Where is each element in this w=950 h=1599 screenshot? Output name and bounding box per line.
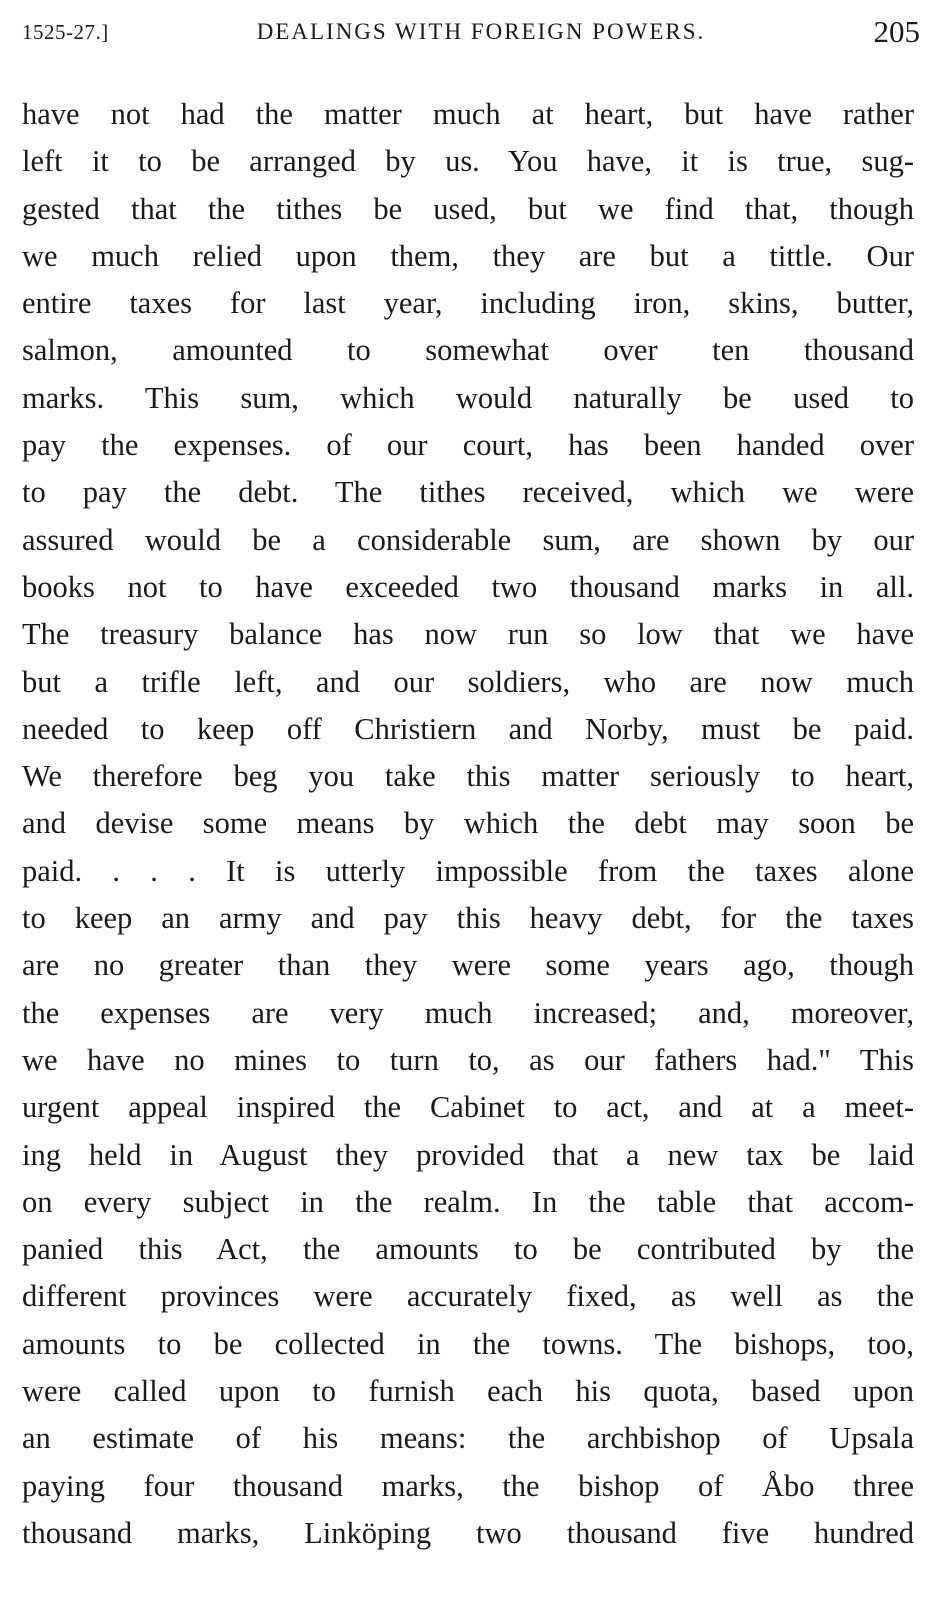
text-line: we much relied upon them, they are but a tittle. Our <box>22 238 914 273</box>
page-number: 205 <box>873 14 920 49</box>
text-line: panied this Act, the amounts to be contributed by the <box>22 1232 914 1267</box>
running-header <box>22 14 920 54</box>
text-line: needed to keep off Christiern and Norby, must be paid. <box>22 711 914 746</box>
text-line: The treasury balance has now run so low that we have <box>22 617 914 652</box>
text-line: we have no mines to turn to, as our fathers had." This <box>22 1042 914 1077</box>
text-line: entire taxes for last year, including iron, skins, butter, <box>22 286 914 321</box>
text-line: on every subject in the realm. In the table that accom- <box>22 1184 914 1219</box>
text-line: different provinces were accurately fixed, as well as the <box>22 1279 914 1314</box>
text-line: salmon, amounted to somewhat over ten thousand <box>22 333 914 368</box>
text-line: pay the expenses. of our court, has been handed over <box>22 428 914 463</box>
text-line: paid. . . . It is utterly impossible from the taxes alone <box>22 853 914 888</box>
text-line: ing held in August they provided that a new tax be laid <box>22 1137 914 1172</box>
text-line: books not to have exceeded two thousand marks in all. <box>22 569 914 604</box>
running-title: DEALINGS WITH FOREIGN POWERS. <box>256 19 706 44</box>
text-line: have not had the matter much at heart, but have rather <box>22 97 914 131</box>
text-line: We therefore beg you take this matter seriously to heart, <box>22 759 914 794</box>
body-text <box>22 91 914 1557</box>
text-line: are no greater than they were some years ago, though <box>22 948 914 983</box>
text-line: but a trifle left, and our soldiers, who are now much <box>22 664 914 699</box>
text-line: left it to be arranged by us. You have, it is true, sug- <box>22 144 914 179</box>
text-line: to pay the debt. The tithes received, which we were <box>22 475 914 510</box>
text-line: were called upon to furnish each his quota, based upon <box>22 1374 914 1409</box>
text-line: gested that the tithes be used, but we find that, though <box>22 191 914 226</box>
text-line: paying four thousand marks, the bishop of Åbo three <box>22 1468 914 1503</box>
text-line: to keep an army and pay this heavy debt, for the taxes <box>22 901 914 936</box>
text-line: and devise some means by which the debt may soon be <box>22 806 914 841</box>
year-range: 1525-27.] <box>22 20 109 44</box>
text-line: marks. This sum, which would naturally be used to <box>22 380 914 415</box>
text-line: thousand marks, Linköping two thousand five hundred <box>22 1515 914 1550</box>
text-line: urgent appeal inspired the Cabinet to act, and at a meet- <box>22 1090 914 1125</box>
text-line: an estimate of his means: the archbishop of Upsala <box>22 1421 914 1456</box>
text-line: the expenses are very much increased; and, moreover, <box>22 995 914 1030</box>
text-line: assured would be a considerable sum, are shown by our <box>22 522 914 557</box>
text-line: amounts to be collected in the towns. The bishops, too, <box>22 1326 914 1361</box>
